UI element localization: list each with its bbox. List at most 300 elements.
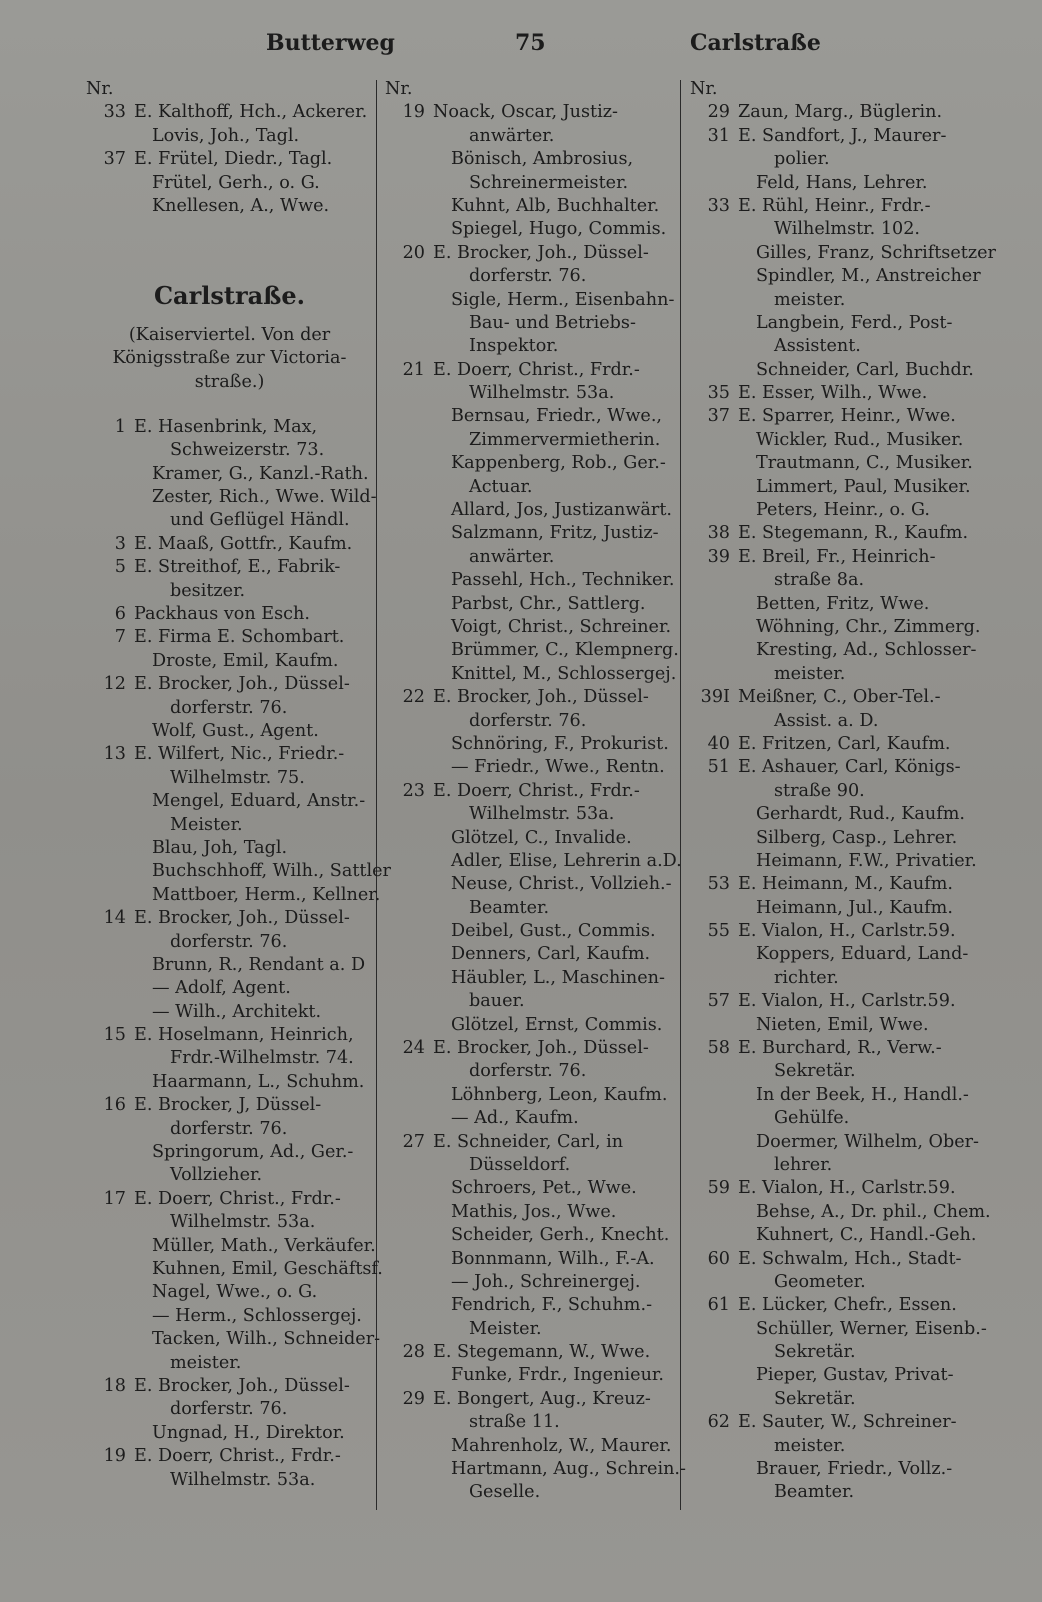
entry-text: Feld, Hans, Lehrer. [756,172,928,193]
entry-line [690,873,980,896]
entry-text: Gerhardt, Rud., Kaufm. [756,804,965,825]
entry-text: Wilhelmstr. 53a. [469,383,615,404]
entry-line [690,242,996,265]
entry-text: E. Esser, Wilh., Wwe. [738,383,928,404]
entry-line [385,195,670,218]
entry-line [86,814,373,837]
column-divider [376,80,377,1510]
house-number: 59 [707,1178,730,1199]
entry-text: Meißner, C., Ober-Tel.- [738,687,941,708]
entry-line [690,148,980,171]
entry-line [385,359,670,382]
entry-text: Salzmann, Fritz, Justiz- [451,523,659,544]
entry-line [385,335,670,358]
entry-line [385,546,670,569]
entry-text: Kresting, Ad., Schlosser- [756,640,977,661]
entry-line [690,639,980,662]
entry-text: Wilhelmstr. 53a. [469,804,615,825]
entry-text: E. Doerr, Christ., Frdr.- [433,780,640,801]
entry-text: E. Burchard, R., Verw.- [738,1038,942,1059]
entry-line [385,125,670,148]
entry-text: E. Schneider, Carl, in [433,1131,624,1152]
entry-list [86,416,391,1492]
entry-line [385,1037,670,1060]
entry-line [385,452,670,475]
entry-text: E. Schwalm, Hch., Stadt- [738,1248,962,1269]
house-number: 39 [707,546,730,567]
entry-list [86,101,373,218]
entry-line [690,382,980,405]
entry-text: richter. [774,967,839,988]
entry-text: Glötzel, Ernst, Commis. [451,1014,663,1035]
entry-line [86,743,373,766]
entry-line [385,1341,670,1364]
nr-label: Nr. [385,79,413,99]
entry-text: dorferstr. 76. [469,1061,587,1082]
entry-text: Heimann, Jul., Kaufm. [756,897,953,918]
entry-line [385,148,670,171]
entry-text: E. Brocker, Joh., Düssel- [433,1038,649,1059]
entry-text: Noack, Oscar, Justiz- [433,102,618,123]
entry-text: E. Hoselmann, Heinrich, [134,1025,354,1046]
entry-line [86,509,373,532]
entry-line [690,850,980,873]
entry-text: In der Beek, H., Handl.- [756,1084,969,1105]
house-number: 22 [402,687,425,708]
page-header [0,30,1042,66]
entry-text: Heimann, F.W., Privatier. [756,850,977,871]
entry-line [385,242,670,265]
description-line: straße.) [194,371,265,392]
entry-line [385,1014,670,1037]
entry-line [86,1071,373,1094]
entry-line [86,556,373,579]
entry-text: E. Breil, Fr., Heinrich- [738,546,936,567]
house-number: 57 [707,991,730,1012]
entry-line [385,1201,670,1224]
entry-text: Parbst, Chr., Sattlerg. [451,593,646,614]
entry-line [385,289,675,312]
entry-text: Langbein, Ferd., Post- [756,312,953,333]
entry-line [86,1141,373,1164]
entry-text: Geselle. [469,1482,541,1503]
entry-text: E. Fritzen, Carl, Kaufm. [738,733,951,754]
entry-text: Vollzieher. [170,1165,263,1186]
entry-text: E. Sparrer, Heinr., Wwe. [738,406,956,427]
house-number: 19 [103,1446,126,1467]
entry-line [690,1084,980,1107]
entry-line [690,733,980,756]
entry-text: Meister. [469,1318,542,1339]
entry-line [690,1435,980,1458]
entry-text: Meister. [170,814,243,835]
entry-line [385,1084,670,1107]
entry-line [86,1398,373,1421]
house-number: 31 [707,125,730,146]
entry-line [385,1131,670,1154]
entry-line [385,1271,670,1294]
entry-line [690,1037,980,1060]
entry-text: E. Kalthoff, Hch., Ackerer. [134,102,368,123]
entry-text: Schreinermeister. [469,172,629,193]
entry-text: E. Lücker, Chefr., Essen. [738,1295,957,1316]
column-3 [690,78,996,1505]
entry-line [86,1164,373,1187]
entry-text: dorferstr. 76. [170,697,288,718]
entry-text: Zaun, Marg., Büglerin. [738,102,943,123]
entry-text: Koppers, Eduard, Land- [756,944,969,965]
entry-text: E. Brocker, Joh., Düssel- [134,908,350,929]
entry-line [385,1248,670,1271]
house-number: 61 [707,1295,730,1316]
entry-text: Zester, Rich., Wwe. Wild- [152,487,377,508]
entry-text: Schneider, Carl, Buchdr. [756,359,974,380]
entry-text: Bernsau, Friedr., Wwe., [451,406,663,427]
entry-text: Kuhnen, Emil, Geschäftsf. [152,1258,383,1279]
header-right-street: Carlstraße [690,30,821,56]
entry-line [86,1094,373,1117]
entry-text: Mahrenholz, W., Maurer. [451,1435,672,1456]
entry-line [690,499,980,522]
entry-line [690,1411,980,1434]
entry-line [385,476,670,499]
house-number: 14 [103,908,126,929]
entry-text: E. Brocker, Joh., Düssel- [433,242,649,263]
entry-text: Droste, Emil, Kaufm. [152,650,339,671]
entry-line [86,101,373,124]
entry-text: straße 90. [774,780,865,801]
entry-text: Wilhelmstr. 53a. [170,1212,316,1233]
entry-text: Löhnberg, Leon, Kaufm. [451,1084,668,1105]
entry-text: meister. [774,663,846,684]
entry-text: polier. [774,149,830,170]
entry-line [690,780,980,803]
entry-line [385,1294,670,1317]
page-number: 75 [515,30,546,56]
entry-line [86,1001,373,1024]
entry-line [690,803,980,826]
house-number: 53 [707,874,730,895]
entry-text: Peters, Heinr., o. G. [756,500,931,521]
entry-line [690,452,980,475]
entry-line [385,990,670,1013]
nr-label: Nr. [86,79,114,99]
entry-text: meister. [774,289,846,310]
entry-line [385,569,675,592]
entry-line [385,803,670,826]
entry-text: Kramer, G., Kanzl.-Rath. [152,463,369,484]
entry-text: Assistent. [774,336,861,357]
entry-line [86,125,373,148]
entry-text: Gilles, Franz, Schriftsetzer [756,242,996,263]
entry-line [385,101,670,124]
entry-line [690,1294,980,1317]
house-number: 37 [707,406,730,427]
entry-line [385,733,670,756]
entry-line [385,172,670,195]
house-number: 16 [103,1095,126,1116]
entry-line [86,977,373,1000]
entry-text: anwärter. [469,125,555,146]
entry-text: E. Frütel, Diedr., Tagl. [134,149,333,170]
description-line: (Kaiserviertel. Von der [128,324,331,345]
entry-line [690,990,980,1013]
house-number: 23 [402,780,425,801]
entry-text: und Geflügel Händl. [170,510,350,531]
entry-line [690,593,980,616]
entry-text: — Ad., Kaufm. [451,1108,579,1129]
entry-text: Ungnad, H., Direktor. [152,1422,345,1443]
house-number: 33 [707,195,730,216]
entry-text: Adler, Elise, Lehrerin a.D. [451,850,682,871]
entry-text: Beamter. [774,1482,855,1503]
entry-line [385,710,670,733]
entry-text: Geometer. [774,1271,866,1292]
house-number: 17 [103,1188,126,1209]
entry-line [86,1328,381,1351]
entry-line [86,907,373,930]
entry-text: Schweizerstr. 73. [170,440,325,461]
entry-text: Mattboer, Herm., Kellner. [152,884,381,905]
entry-text: — Wilh., Architekt. [152,1001,322,1022]
entry-line [690,920,980,943]
house-number: 39I [700,687,730,708]
house-number: 24 [402,1038,425,1059]
entry-line [86,884,381,907]
house-number: 28 [402,1342,425,1363]
entry-line [385,920,670,943]
entry-line [690,125,980,148]
entry-line [385,967,670,990]
column-1 [86,78,391,1492]
entry-text: Wolf, Gust., Agent. [152,721,319,741]
entry-line [690,476,980,499]
house-number: 58 [707,1038,730,1059]
entry-text: Denners, Carl, Kaufm. [451,944,651,965]
house-number: 15 [103,1025,126,1046]
entry-line [86,720,373,743]
entry-text: besitzer. [170,580,246,601]
street-description [86,324,373,394]
entry-line [385,897,670,920]
house-number: 60 [707,1248,730,1269]
house-number: 27 [402,1131,425,1152]
entry-text: Schüller, Werner, Eisenb.- [756,1318,987,1339]
entry-text: Sekretär. [774,1061,856,1082]
entry-line [385,1107,670,1130]
entry-line [690,265,980,288]
entry-text: Spindler, M., Anstreicher [756,266,981,287]
entry-text: Nagel, Wwe., o. G. [152,1282,318,1303]
entry-line [86,1281,373,1304]
entry-text: Springorum, Ad., Ger.- [152,1142,354,1163]
entry-text: Pieper, Gustav, Privat- [756,1365,954,1386]
description-line: Königsstraße zur Victoria- [112,348,347,369]
house-number: 40 [707,733,730,754]
entry-line [86,533,373,556]
entry-line [690,1014,980,1037]
house-number: 6 [114,604,126,625]
entry-line [690,218,980,241]
entry-text: Brunn, R., Rendant a. D [152,954,366,975]
entry-list [385,101,686,1504]
entry-text: Schroers, Pet., Wwe. [451,1178,637,1199]
entry-line [385,686,670,709]
entry-line [385,827,670,850]
entry-line [86,697,373,720]
entry-text: E. Doerr, Christ., Frdr.- [134,1446,341,1467]
entry-text: E. Vialon, H., Carlstr.59. [738,991,956,1012]
entry-text: Trautmann, C., Musiker. [756,453,973,474]
entry-text: Assist. a. D. [774,710,879,731]
entry-text: Hartmann, Aug., Schrein.- [451,1459,686,1480]
entry-line [690,172,980,195]
entry-text: Spiegel, Hugo, Commis. [451,219,667,240]
entry-line [86,1305,373,1328]
column-2 [385,78,686,1505]
entry-line [385,639,679,662]
entry-line [86,1375,373,1398]
entry-text: meister. [170,1352,242,1373]
entry-text: Funke, Frdr., Ingenieur. [451,1365,664,1386]
entry-line [385,756,670,779]
entry-line [385,218,670,241]
entry-text: E. Stegemann, W., Wwe. [433,1342,651,1363]
house-number: 37 [103,149,126,170]
entry-line [385,429,670,452]
entry-text: Packhaus von Esch. [134,604,310,625]
entry-line [385,943,670,966]
entry-line [86,626,373,649]
nr-label: Nr. [690,79,718,99]
entry-line [690,663,980,686]
house-number: 12 [103,674,126,695]
entry-line [86,860,391,883]
entry-line [385,382,670,405]
entry-text: Actuar. [469,476,533,497]
entry-text: E. Maaß, Gottfr., Kaufm. [134,533,353,554]
entry-line [86,1422,373,1445]
entry-text: straße 11. [469,1412,560,1433]
entry-line [690,195,980,218]
entry-line [86,195,373,218]
entry-line [385,593,670,616]
entry-line [690,359,980,382]
entry-line [690,1201,991,1224]
entry-line [690,1131,980,1154]
entry-line [385,780,670,803]
entry-line [690,1341,980,1364]
entry-text: Deibel, Gust., Commis. [451,921,656,942]
entry-line [86,603,373,626]
entry-line [690,335,980,358]
entry-line [86,416,373,439]
entry-text: Häubler, L., Maschinen- [451,967,665,988]
house-number: 7 [114,627,126,648]
entry-line [690,1318,987,1341]
entry-text: Wilhelmstr. 53a. [170,1469,316,1490]
entry-line [385,873,670,896]
entry-text: Behse, A., Dr. phil., Chem. [756,1201,991,1222]
entry-text: Kuhnert, C., Handl.-Geh. [756,1225,977,1246]
entry-text: Knellesen, A., Wwe. [152,195,330,216]
entry-text: Gehülfe. [774,1108,850,1129]
entry-text: Limmert, Paul, Musiker. [756,476,971,497]
entry-line [690,101,980,124]
entry-text: Frütel, Gerh., o. G. [152,172,320,193]
entry-line [690,1060,980,1083]
entry-text: — Adolf, Agent. [152,978,291,999]
entry-text: E. Rühl, Heinr., Frdr.- [738,195,931,216]
entry-line [690,522,980,545]
entry-line [690,289,980,312]
entry-line [86,148,373,171]
entry-line [690,710,980,733]
entry-text: Wickler, Rud., Musiker. [756,429,964,450]
entry-line [690,429,980,452]
house-number: 35 [707,383,730,404]
house-number: 29 [402,1388,425,1409]
entry-text: bauer. [469,991,525,1012]
entry-line [690,943,980,966]
entry-text: Bonnmann, Wilh., F.-A. [451,1248,655,1269]
entry-text: Bönisch, Ambrosius, [451,149,634,170]
entry-text: Beamter. [469,897,550,918]
entry-text: Wilhelmstr. 102. [774,219,921,240]
entry-line [86,1211,373,1234]
house-number: 51 [707,757,730,778]
entry-line [385,1411,670,1434]
entry-line [385,1154,670,1177]
entry-line [385,1224,670,1247]
entry-line [690,1364,980,1387]
entry-line [690,569,980,592]
entry-text: E. Sandfort, J., Maurer- [738,125,947,146]
entry-text: Wöhning, Chr., Zimmerg. [756,616,981,637]
entry-text: Scheider, Gerh., Knecht. [451,1225,670,1246]
entry-line [86,1118,373,1141]
entry-text: E. Brocker, J, Düssel- [134,1095,322,1116]
entry-line [86,1258,383,1281]
entry-text: E. Heimann, M., Kaufm. [738,874,953,895]
entry-line [86,486,377,509]
entry-line [690,1388,980,1411]
entry-line [385,405,670,428]
entry-line [690,1107,980,1130]
entry-text: Neuse, Christ., Vollzieh.- [451,874,672,895]
entry-line [690,1224,980,1247]
entry-text: E. Hasenbrink, Max, [134,416,318,437]
entry-line [86,673,373,696]
entry-text: dorferstr. 76. [469,266,587,287]
entry-text: dorferstr. 76. [170,931,288,952]
entry-line [385,663,677,686]
house-number: 20 [402,242,425,263]
entry-line [385,1458,686,1481]
entry-line [385,1060,670,1083]
entry-text: E. Vialon, H., Carlstr.59. [738,1178,956,1199]
entry-line [690,1271,980,1294]
entry-text: Frdr.-Wilhelmstr. 74. [170,1048,354,1069]
entry-text: Schnöring, F., Prokurist. [451,733,669,754]
entry-text: E. Brocker, Joh., Düssel- [134,674,350,695]
entry-text: anwärter. [469,546,555,567]
entry-text: — Joh., Schreinergej. [451,1271,641,1292]
entry-line [690,756,980,779]
entry-text: E. Firma E. Schombart. [134,627,345,648]
entry-line [86,1445,373,1468]
entry-text: E. Sauter, W., Schreiner- [738,1412,957,1433]
